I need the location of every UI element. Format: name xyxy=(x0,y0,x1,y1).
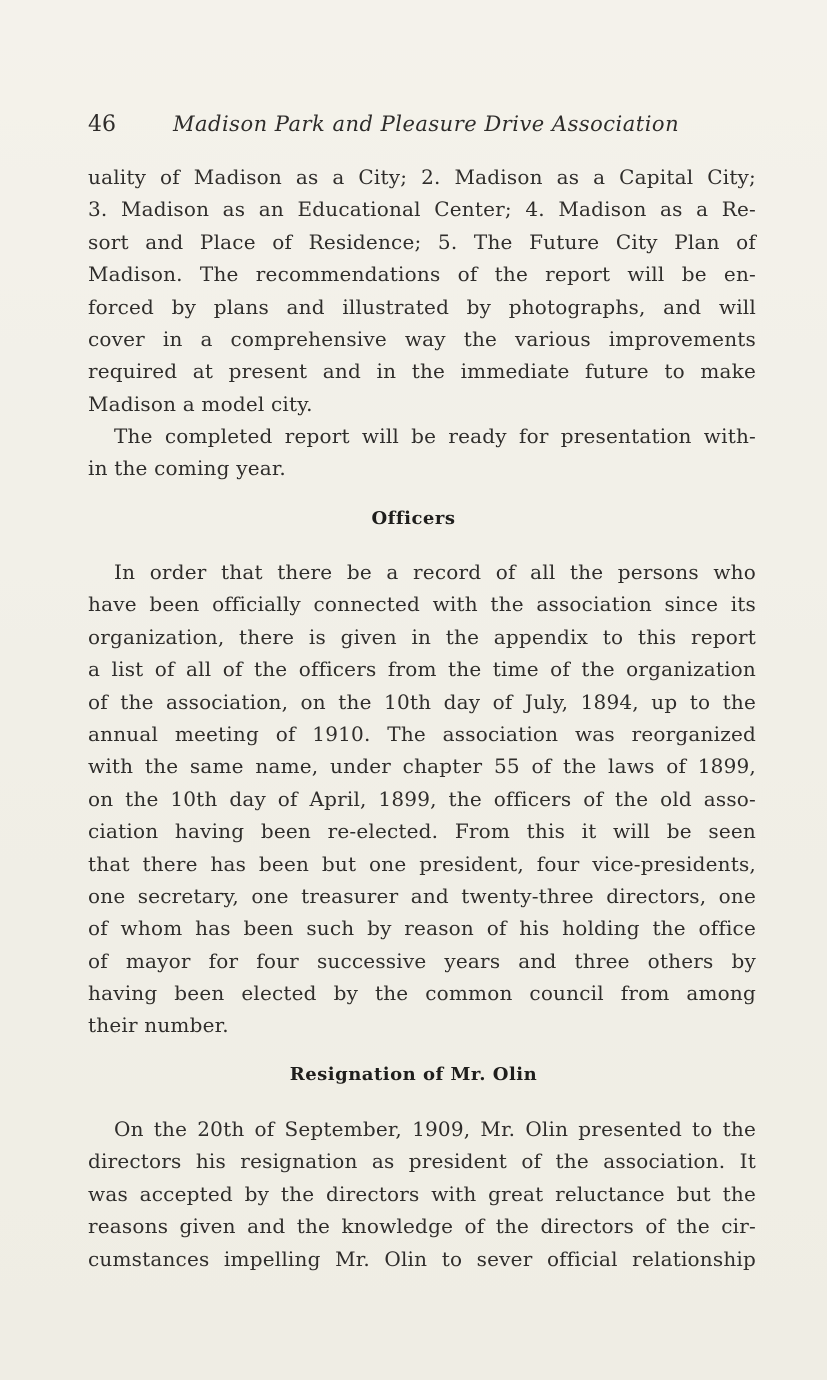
text-line: in the coming year. xyxy=(88,456,286,481)
page-header xyxy=(88,108,688,144)
text-line: ciation having been re-elected. From this it will be seen xyxy=(88,819,756,844)
text-line: a list of all of the officers from the time of the organization xyxy=(88,657,756,682)
text-line: In order that there be a record of all the persons who xyxy=(114,560,756,584)
text-line: was accepted by the directors with great reluctance but the xyxy=(88,1181,756,1206)
text-line: one secretary, one treasurer and twenty-three directors, one xyxy=(88,883,756,908)
running-title: Madison Park and Pleasure Drive Association xyxy=(173,112,680,136)
text-line: 3. Madison as an Educational Center; 4. Madison as a Re- xyxy=(88,197,756,222)
text-line: Madison. The recommendations of the report will be en- xyxy=(88,262,756,287)
text-line: of the association, on the 10th day of July, 1894, up to the xyxy=(88,689,756,714)
text-line: organization, there is given in the appendix to this report xyxy=(88,624,756,649)
page-number: 46 xyxy=(88,112,116,137)
text-line: directors his resignation as president of the association. It xyxy=(88,1149,756,1174)
text-line: Madison a model city. xyxy=(88,391,313,416)
text-line: their number. xyxy=(88,1013,229,1038)
paragraph-officers xyxy=(88,556,756,1042)
text-line: cumstances impelling Mr. Olin to sever official relationship xyxy=(88,1246,756,1271)
text-line: forced by plans and illustrated by photographs, and will xyxy=(88,294,756,319)
text-line: uality of Madison as a City; 2. Madison as a Capital City; xyxy=(88,165,756,189)
text-line: of whom has been such by reason of his holding the office xyxy=(88,916,756,941)
text-line: of mayor for four successive years and three others by xyxy=(88,948,756,973)
text-line: required at present and in the immediate future to make xyxy=(88,359,756,384)
section-heading-resignation: Resignation of Mr. Olin xyxy=(289,1064,538,1085)
text-line: have been officially connected with the association since its xyxy=(88,592,756,617)
text-line: annual meeting of 1910. The association was reorganized xyxy=(88,721,756,746)
text-line: On the 20th of September, 1909, Mr. Olin presented to the xyxy=(114,1117,756,1141)
text-line: having been elected by the common council from among xyxy=(88,981,756,1006)
text-line: that there has been but one president, four vice-presidents, xyxy=(88,851,756,876)
text-line: cover in a comprehensive way the various improvements xyxy=(88,326,756,351)
text-line: The completed report will be ready for presentation with- xyxy=(114,424,756,448)
text-line: with the same name, under chapter 55 of the laws of 1899, xyxy=(88,754,756,779)
paragraph-report xyxy=(88,420,756,485)
text-line: on the 10th day of April, 1899, the officers of the old asso- xyxy=(88,786,756,811)
text-line: reasons given and the knowledge of the directors of the cir- xyxy=(88,1214,756,1239)
paragraph-continuation xyxy=(88,161,756,420)
section-heading-officers: Officers xyxy=(371,508,456,529)
text-line: sort and Place of Residence; 5. The Future City Plan of xyxy=(88,229,756,254)
paragraph-resignation xyxy=(88,1113,756,1275)
